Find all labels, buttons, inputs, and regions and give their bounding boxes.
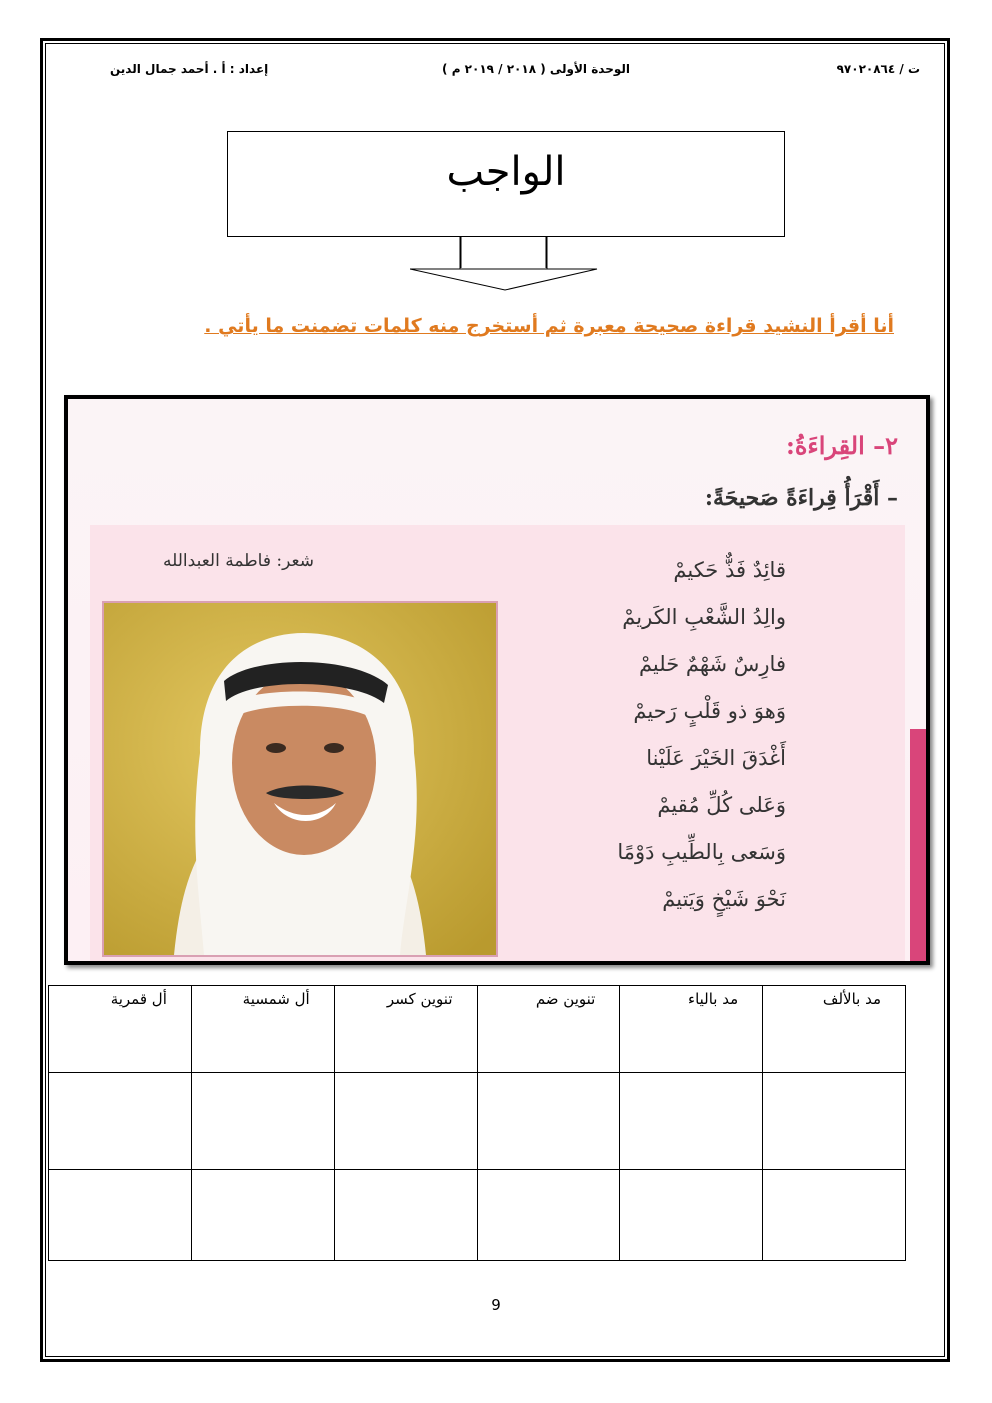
answer-cell[interactable] bbox=[334, 1170, 477, 1261]
header-phone: ت / ٩٧٠٢٠٨٦٤ bbox=[836, 62, 920, 76]
instruction-text: أنا أقرأ النشيد قراءة صحيحة معبرة ثم أستخرج منه كلمات تضمنت ما يأتي . bbox=[204, 315, 894, 337]
table-header-cell: مد بالياء bbox=[620, 986, 763, 1073]
poem-line: وَسَعى بِالطِّيبِ دَوْمًا bbox=[617, 840, 786, 864]
poem-line: وَعَلى كُلِّ مُقيمْ bbox=[657, 793, 786, 817]
answer-table bbox=[48, 985, 906, 1261]
side-stripe bbox=[910, 729, 926, 965]
table-row bbox=[49, 1170, 906, 1261]
answer-cell[interactable] bbox=[191, 1073, 334, 1170]
poem-line: قائِدٌ فَذٌّ حَكيمْ bbox=[673, 558, 786, 582]
table-row bbox=[49, 1073, 906, 1170]
answer-cell[interactable] bbox=[49, 1073, 192, 1170]
page-number: 9 bbox=[491, 1296, 501, 1314]
answer-cell[interactable] bbox=[620, 1170, 763, 1261]
answer-cell[interactable] bbox=[49, 1170, 192, 1261]
header-author: إعداد : أ . أحمد جمال الدين bbox=[110, 62, 269, 76]
section-subtitle: – أَقْرَأُ قِراءَةً صَحيحَةً: bbox=[704, 485, 898, 511]
answer-cell[interactable] bbox=[477, 1170, 620, 1261]
poet-credit: شعر: فاطمة العبدالله bbox=[163, 551, 314, 571]
header-unit: الوحدة الأولى ( ٢٠١٨ / ٢٠١٩ م ) bbox=[442, 62, 630, 76]
poem-line: فارِسٌ شَهْمٌ حَليمْ bbox=[638, 652, 786, 676]
down-arrow-icon bbox=[410, 237, 600, 292]
answer-cell[interactable] bbox=[191, 1170, 334, 1261]
answer-cell[interactable] bbox=[477, 1073, 620, 1170]
table-header-cell: تنوين كسر bbox=[334, 986, 477, 1073]
poem bbox=[617, 547, 786, 923]
page-header bbox=[110, 62, 920, 82]
poem-line: وَهوَ ذو قَلْبٍ رَحيمْ bbox=[633, 699, 786, 723]
answer-cell[interactable] bbox=[763, 1073, 906, 1170]
poem-line: نَحْوَ شَيْخٍ وَيَتيمْ bbox=[662, 887, 786, 911]
answer-cell[interactable] bbox=[334, 1073, 477, 1170]
table-header-row bbox=[49, 986, 906, 1073]
poem-line: والِدُ الشَّعْبِ الكَريمْ bbox=[622, 605, 786, 629]
portrait-photo bbox=[102, 601, 498, 957]
answer-cell[interactable] bbox=[620, 1073, 763, 1170]
page-title: الواجب bbox=[227, 131, 785, 237]
table-header-cell: مد بالألف bbox=[763, 986, 906, 1073]
section-title: ٢– القِراءَةُ: bbox=[786, 431, 898, 460]
table-header-cell: أل قمرية bbox=[49, 986, 192, 1073]
table-header-cell: تنوين ضم bbox=[477, 986, 620, 1073]
poem-line: أَغْدَقَ الخَيْرَ عَلَيْنا bbox=[646, 746, 786, 770]
answer-cell[interactable] bbox=[763, 1170, 906, 1261]
table-header-cell: أل شمسية bbox=[191, 986, 334, 1073]
reading-image bbox=[64, 395, 930, 965]
